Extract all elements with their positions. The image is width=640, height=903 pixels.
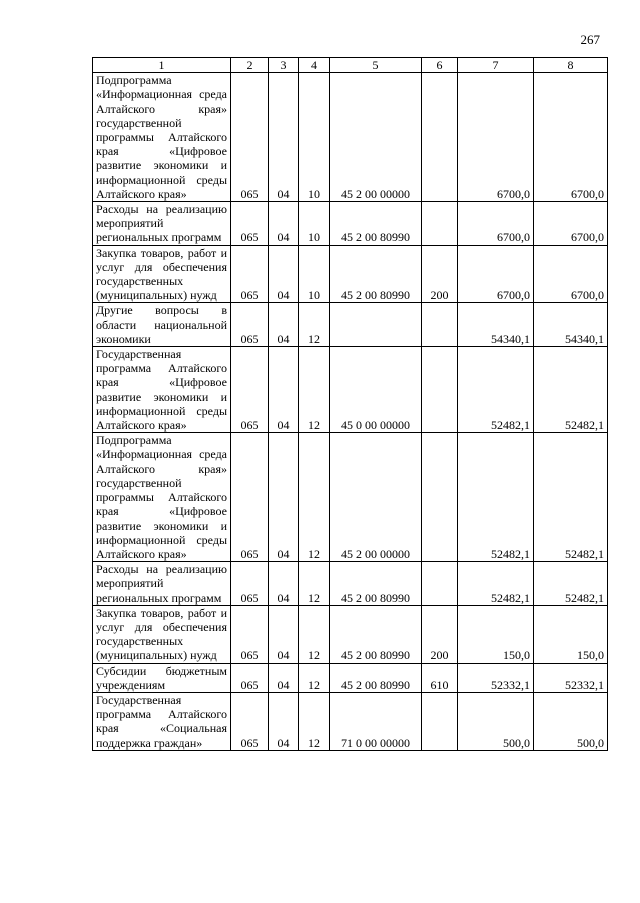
ministry-code: 065 [231, 692, 269, 750]
ministry-code: 065 [231, 73, 269, 202]
row-name: Государственная программа Алтайского края «Социальная поддержка граждан» [93, 692, 231, 750]
amount-col7: 52482,1 [458, 347, 534, 433]
ministry-code: 065 [231, 663, 269, 692]
amount-col7: 52482,1 [458, 562, 534, 606]
ministry-code: 065 [231, 562, 269, 606]
target-item-code: 45 2 00 80990 [330, 605, 422, 663]
amount-col7: 6700,0 [458, 73, 534, 202]
row-name: Закупка товаров, работ и услуг для обеспечения государственных (муниципальных) нужд [93, 605, 231, 663]
amount-col8: 6700,0 [534, 245, 608, 303]
table-row [93, 605, 608, 663]
page-number: 267 [580, 32, 600, 47]
expense-type-code [422, 692, 458, 750]
row-name: Субсидии бюджетным учреждениям [93, 663, 231, 692]
expense-type-code [422, 433, 458, 562]
row-name: Расходы на реализацию мероприятий региональных программ [93, 202, 231, 246]
target-item-code: 45 2 00 80990 [330, 663, 422, 692]
target-item-code: 71 0 00 00000 [330, 692, 422, 750]
amount-col8: 6700,0 [534, 202, 608, 246]
expense-type-code: 200 [422, 245, 458, 303]
subsection-code: 12 [299, 692, 330, 750]
section-code: 04 [269, 605, 299, 663]
target-item-code: 45 2 00 00000 [330, 73, 422, 202]
row-name: Закупка товаров, работ и услуг для обеспечения государственных (муниципальных) нужд [93, 245, 231, 303]
section-code: 04 [269, 73, 299, 202]
ministry-code: 065 [231, 605, 269, 663]
subsection-code: 10 [299, 202, 330, 246]
ministry-code: 065 [231, 347, 269, 433]
subsection-code: 12 [299, 347, 330, 433]
amount-col7: 500,0 [458, 692, 534, 750]
row-name: Подпрограмма «Информационная среда Алтайского края» государственной программы Алтайского края «Цифровое развитие экономики и информационной среды Алтайского края» [93, 433, 231, 562]
amount-col7: 52482,1 [458, 433, 534, 562]
row-name: Расходы на реализацию мероприятий региональных программ [93, 562, 231, 606]
ministry-code: 065 [231, 303, 269, 347]
amount-col8: 6700,0 [534, 73, 608, 202]
amount-col7: 150,0 [458, 605, 534, 663]
expense-type-code: 200 [422, 605, 458, 663]
column-header: 2 [231, 58, 269, 73]
amount-col7: 54340,1 [458, 303, 534, 347]
table-row [93, 663, 608, 692]
expense-type-code [422, 73, 458, 202]
column-header: 7 [458, 58, 534, 73]
row-name: Другие вопросы в области национальной экономики [93, 303, 231, 347]
expense-type-code: 610 [422, 663, 458, 692]
column-header: 3 [269, 58, 299, 73]
amount-col8: 52332,1 [534, 663, 608, 692]
section-code: 04 [269, 663, 299, 692]
target-item-code: 45 0 00 00000 [330, 347, 422, 433]
amount-col8: 54340,1 [534, 303, 608, 347]
expense-type-code [422, 202, 458, 246]
budget-table [92, 57, 608, 751]
target-item-code: 45 2 00 00000 [330, 433, 422, 562]
amount-col8: 500,0 [534, 692, 608, 750]
expense-type-code [422, 347, 458, 433]
amount-col8: 150,0 [534, 605, 608, 663]
expense-type-code [422, 303, 458, 347]
target-item-code: 45 2 00 80990 [330, 562, 422, 606]
amount-col7: 52332,1 [458, 663, 534, 692]
section-code: 04 [269, 303, 299, 347]
table-row [93, 303, 608, 347]
table-row [93, 202, 608, 246]
table-row [93, 692, 608, 750]
row-name: Государственная программа Алтайского края «Цифровое развитие экономики и информационной среды Алтайского края» [93, 347, 231, 433]
ministry-code: 065 [231, 202, 269, 246]
target-item-code [330, 303, 422, 347]
table-row [93, 347, 608, 433]
subsection-code: 12 [299, 663, 330, 692]
expense-type-code [422, 562, 458, 606]
section-code: 04 [269, 245, 299, 303]
target-item-code: 45 2 00 80990 [330, 245, 422, 303]
amount-col7: 6700,0 [458, 245, 534, 303]
amount-col8: 52482,1 [534, 433, 608, 562]
ministry-code: 065 [231, 245, 269, 303]
subsection-code: 12 [299, 433, 330, 562]
table-row [93, 73, 608, 202]
subsection-code: 12 [299, 303, 330, 347]
ministry-code: 065 [231, 433, 269, 562]
subsection-code: 10 [299, 245, 330, 303]
section-code: 04 [269, 202, 299, 246]
subsection-code: 12 [299, 605, 330, 663]
target-item-code: 45 2 00 80990 [330, 202, 422, 246]
header-row [93, 58, 608, 73]
section-code: 04 [269, 562, 299, 606]
section-code: 04 [269, 692, 299, 750]
column-header: 1 [93, 58, 231, 73]
subsection-code: 10 [299, 73, 330, 202]
subsection-code: 12 [299, 562, 330, 606]
section-code: 04 [269, 347, 299, 433]
column-header: 5 [330, 58, 422, 73]
section-code: 04 [269, 433, 299, 562]
column-header: 4 [299, 58, 330, 73]
row-name: Подпрограмма «Информационная среда Алтайского края» государственной программы Алтайского края «Цифровое развитие экономики и информационной среды Алтайского края» [93, 73, 231, 202]
table-row [93, 433, 608, 562]
column-header: 6 [422, 58, 458, 73]
amount-col8: 52482,1 [534, 347, 608, 433]
amount-col7: 6700,0 [458, 202, 534, 246]
table-row [93, 562, 608, 606]
column-header: 8 [534, 58, 608, 73]
amount-col8: 52482,1 [534, 562, 608, 606]
table-row [93, 245, 608, 303]
